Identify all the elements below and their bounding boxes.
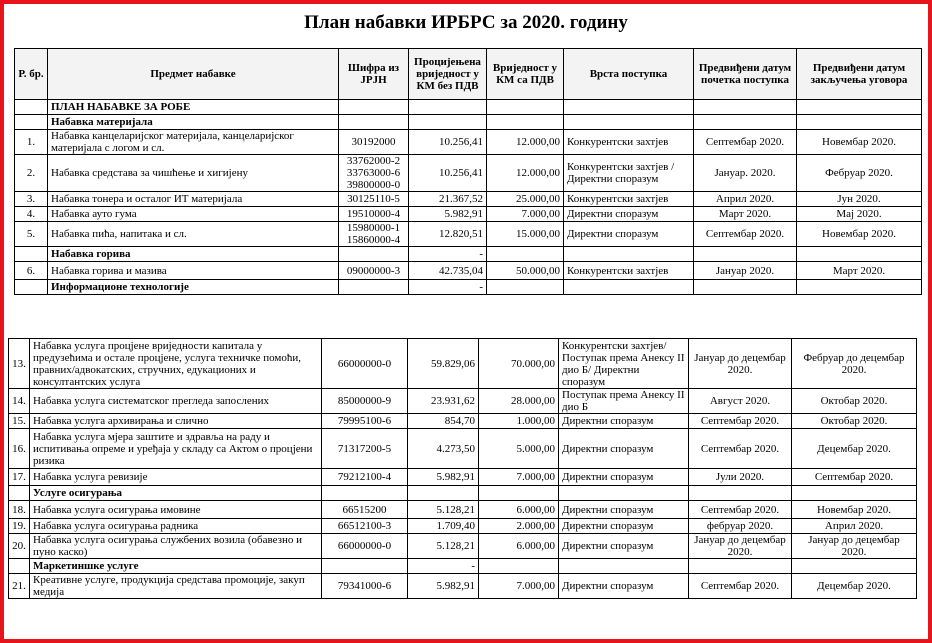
row-code: 79995100-6 [322, 414, 408, 429]
row-start-date: Април 2020. [694, 192, 797, 207]
row-value-gross: 25.000,00 [487, 192, 564, 207]
row-value-net: 10.256,41 [409, 155, 487, 192]
row-end-date: Децембар 2020. [792, 574, 917, 599]
row-procedure: Поступак према Анексу II дио Б [559, 389, 689, 414]
row-number: 19. [9, 519, 30, 534]
row-end-date: Јануар до децембар 2020. [792, 534, 917, 559]
row-end-date: Септембар 2020. [792, 469, 917, 486]
row-end-date: Фебруар 2020. [797, 155, 922, 192]
row-value-gross: 6.000,00 [479, 501, 559, 519]
row-number: 1. [15, 130, 48, 155]
row-code: 85000000-9 [322, 389, 408, 414]
empty-cell [797, 100, 922, 115]
section-label: ПЛАН НАБАВКЕ ЗА РОБЕ [48, 100, 339, 115]
subsection-it [15, 280, 922, 295]
row-start-date: Септембар 2020. [689, 429, 792, 469]
row-value-net: 1.709,40 [408, 519, 479, 534]
row-end-date: Новембар 2020. [797, 130, 922, 155]
row-subject: Набавка средстава за чишћење и хигијену [48, 155, 339, 192]
row-value-net: 5.982,91 [408, 574, 479, 599]
empty-cell [339, 280, 409, 295]
row-start-date: фебруар 2020. [689, 519, 792, 534]
empty-cell [9, 486, 30, 501]
row-start-date: Јули 2020. [689, 469, 792, 486]
row-end-date: Децембар 2020. [792, 429, 917, 469]
header-subject: Предмет набавке [48, 49, 339, 100]
row-number: 3. [15, 192, 48, 207]
table-row [9, 389, 917, 414]
row-code: 79341000-6 [322, 574, 408, 599]
row-code: 09000000-3 [339, 262, 409, 280]
row-number: 4. [15, 207, 48, 222]
row-number: 5. [15, 222, 48, 247]
header-value-gross: Вриједност у КМ са ПДВ [487, 49, 564, 100]
row-subject: Набавка пића, напитака и сл. [48, 222, 339, 247]
row-value-net: 21.367,52 [409, 192, 487, 207]
row-subject: Набавка услуга осигурања имовине [30, 501, 322, 519]
header-value-net: Процијењена вриједност у КМ без ПДВ [409, 49, 487, 100]
row-procedure: Директни споразум [564, 207, 694, 222]
row-end-date: Март 2020. [797, 262, 922, 280]
row-end-date: Новембар 2020. [792, 501, 917, 519]
row-value-gross: 5.000,00 [479, 429, 559, 469]
section-label: Услуге осигурања [30, 486, 322, 501]
row-value-gross: 70.000,00 [479, 339, 559, 389]
table-row [9, 534, 917, 559]
row-value-gross: 15.000,00 [487, 222, 564, 247]
empty-cell [797, 280, 922, 295]
header-code: Шифра из ЈРЈН [339, 49, 409, 100]
row-code: 79212100-4 [322, 469, 408, 486]
row-number: 14. [9, 389, 30, 414]
row-subject: Набавка услуга мјера заштите и здравља на раду и испитивања опреме и уређаја у складу са Актом о процјени ризика [30, 429, 322, 469]
row-subject: Набавка тонера и осталог ИТ материјала [48, 192, 339, 207]
row-end-date: Октобар 2020. [792, 389, 917, 414]
table-row [15, 155, 922, 192]
empty-cell [694, 280, 797, 295]
header-no: Р. бр. [15, 49, 48, 100]
row-procedure: Директни споразум [559, 429, 689, 469]
row-subject: Набавка услуга процјене вриједности капитала у предузећима и остале процјене, услуга техничке помоћи, правних/адвокатских, стручних, едукационих и консултантских услуга [30, 339, 322, 389]
row-value-net: 5.982,91 [409, 207, 487, 222]
section-label: Набавка материјала [48, 115, 339, 130]
row-code: 19510000-4 [339, 207, 409, 222]
row-start-date: Септембар 2020. [689, 414, 792, 429]
section-dash: - [409, 247, 487, 262]
row-procedure: Конкурентски захтјев/ Поступак према Анексу II дио Б/ Директни споразум [559, 339, 689, 389]
row-value-gross: 7.000,00 [479, 574, 559, 599]
row-value-gross: 12.000,00 [487, 130, 564, 155]
table-header-row [15, 49, 922, 100]
row-subject: Набавка услуга систематског прегледа запослених [30, 389, 322, 414]
table-row [9, 574, 917, 599]
empty-cell [564, 100, 694, 115]
table-row [9, 339, 917, 389]
table-row [15, 262, 922, 280]
row-number: 21. [9, 574, 30, 599]
row-end-date: Јун 2020. [797, 192, 922, 207]
row-subject: Набавка горива и мазива [48, 262, 339, 280]
header-end-date: Предвиђени датум закључења уговора [797, 49, 922, 100]
row-number: 20. [9, 534, 30, 559]
empty-cell [322, 486, 408, 501]
subsection-insurance [9, 486, 917, 501]
empty-cell [797, 247, 922, 262]
row-number: 18. [9, 501, 30, 519]
header-procedure: Врста поступка [564, 49, 694, 100]
empty-cell [487, 100, 564, 115]
subsection-marketing [9, 559, 917, 574]
table-row [15, 207, 922, 222]
empty-cell [792, 559, 917, 574]
row-start-date: Септембар 2020. [694, 130, 797, 155]
row-procedure: Конкурентски захтјев [564, 130, 694, 155]
empty-cell [792, 486, 917, 501]
row-code: 30125110-5 [339, 192, 409, 207]
row-end-date: Мај 2020. [797, 207, 922, 222]
row-value-gross: 7.000,00 [479, 469, 559, 486]
empty-cell [339, 115, 409, 130]
row-procedure: Конкурентски захтјев / Директни споразум [564, 155, 694, 192]
row-procedure: Конкурентски захтјев [564, 192, 694, 207]
table-row [15, 222, 922, 247]
empty-cell [322, 559, 408, 574]
row-code: 33762000-2 33763000-6 39800000-0 [339, 155, 409, 192]
table-row [9, 414, 917, 429]
empty-cell [409, 115, 487, 130]
row-subject: Набавка услуга ревизије [30, 469, 322, 486]
row-code: 66515200 [322, 501, 408, 519]
row-value-gross: 12.000,00 [487, 155, 564, 192]
empty-cell [339, 247, 409, 262]
empty-cell [694, 115, 797, 130]
row-value-net: 59.829,06 [408, 339, 479, 389]
row-value-net: 5.128,21 [408, 501, 479, 519]
procurement-table-services [8, 338, 917, 599]
row-value-net: 854,70 [408, 414, 479, 429]
empty-cell [15, 100, 48, 115]
row-procedure: Директни споразум [559, 534, 689, 559]
row-value-net: 5.982,91 [408, 469, 479, 486]
row-start-date: Јануар 2020. [694, 262, 797, 280]
row-value-net: 10.256,41 [409, 130, 487, 155]
row-start-date: Јануар до децембар 2020. [689, 534, 792, 559]
empty-cell [487, 247, 564, 262]
row-subject: Набавка канцеларијског материјала, канцеларијског материјала с логом и сл. [48, 130, 339, 155]
empty-cell [564, 280, 694, 295]
empty-cell [339, 100, 409, 115]
row-code: 30192000 [339, 130, 409, 155]
row-code: 71317200-5 [322, 429, 408, 469]
row-value-net: 12.820,51 [409, 222, 487, 247]
row-procedure: Директни споразум [559, 501, 689, 519]
table-row [9, 429, 917, 469]
header-start-date: Предвиђени датум почетка поступка [694, 49, 797, 100]
empty-cell [694, 247, 797, 262]
empty-cell [564, 247, 694, 262]
row-procedure: Директни споразум [559, 574, 689, 599]
empty-cell [479, 486, 559, 501]
row-number: 15. [9, 414, 30, 429]
empty-cell [409, 100, 487, 115]
row-value-gross: 50.000,00 [487, 262, 564, 280]
row-value-gross: 2.000,00 [479, 519, 559, 534]
subsection-materials [15, 115, 922, 130]
row-start-date: Август 2020. [689, 389, 792, 414]
row-procedure: Директни споразум [559, 469, 689, 486]
row-start-date: Септембар 2020. [689, 574, 792, 599]
section-label: Набавка горива [48, 247, 339, 262]
row-end-date: Фебруар до децембар 2020. [792, 339, 917, 389]
row-number: 13. [9, 339, 30, 389]
empty-cell [689, 486, 792, 501]
row-subject: Набавка услуга осигурања радника [30, 519, 322, 534]
row-procedure: Директни споразум [559, 414, 689, 429]
table-row [15, 192, 922, 207]
row-subject: Креативне услуге, продукција средстава промоције, закуп медија [30, 574, 322, 599]
empty-cell [559, 486, 689, 501]
empty-cell [689, 559, 792, 574]
row-start-date: Јануар. 2020. [694, 155, 797, 192]
row-number: 17. [9, 469, 30, 486]
row-subject: Набавка услуга осигурања службених возила (обавезно и пуно каско) [30, 534, 322, 559]
row-end-date: Октобар 2020. [792, 414, 917, 429]
row-start-date: Март 2020. [694, 207, 797, 222]
table-row [9, 519, 917, 534]
section-dash: - [408, 559, 479, 574]
section-dash: - [409, 280, 487, 295]
row-number: 16. [9, 429, 30, 469]
row-start-date: Септембар 2020. [689, 501, 792, 519]
section-label: Информационе технологије [48, 280, 339, 295]
row-start-date: Септембар 2020. [694, 222, 797, 247]
row-code: 66000000-0 [322, 534, 408, 559]
subsection-fuel [15, 247, 922, 262]
row-number: 6. [15, 262, 48, 280]
empty-cell [15, 247, 48, 262]
row-procedure: Директни споразум [564, 222, 694, 247]
empty-cell [559, 559, 689, 574]
table-row [9, 501, 917, 519]
empty-cell [408, 486, 479, 501]
empty-cell [487, 280, 564, 295]
row-value-net: 23.931,62 [408, 389, 479, 414]
row-end-date: Новембар 2020. [797, 222, 922, 247]
procurement-table-goods [14, 48, 922, 295]
row-end-date: Април 2020. [792, 519, 917, 534]
empty-cell [15, 280, 48, 295]
empty-cell [487, 115, 564, 130]
row-value-net: 4.273,50 [408, 429, 479, 469]
row-procedure: Конкурентски захтјев [564, 262, 694, 280]
empty-cell [479, 559, 559, 574]
row-value-net: 5.128,21 [408, 534, 479, 559]
empty-cell [694, 100, 797, 115]
row-value-gross: 28.000,00 [479, 389, 559, 414]
empty-cell [15, 115, 48, 130]
table-row [15, 130, 922, 155]
row-number: 2. [15, 155, 48, 192]
row-subject: Набавка ауто гума [48, 207, 339, 222]
row-start-date: Јануар до децембар 2020. [689, 339, 792, 389]
row-code: 66512100-3 [322, 519, 408, 534]
section-heading-goods [15, 100, 922, 115]
empty-cell [564, 115, 694, 130]
empty-cell [797, 115, 922, 130]
section-label: Маркетиншке услуге [30, 559, 322, 574]
row-value-net: 42.735,04 [409, 262, 487, 280]
row-value-gross: 6.000,00 [479, 534, 559, 559]
empty-cell [9, 559, 30, 574]
row-procedure: Директни споразум [559, 519, 689, 534]
row-code: 15980000-1 15860000-4 [339, 222, 409, 247]
row-subject: Набавка услуга архивирања и слично [30, 414, 322, 429]
page-title: План набавки ИРБРС за 2020. годину [304, 12, 628, 33]
row-value-gross: 1.000,00 [479, 414, 559, 429]
table-row [9, 469, 917, 486]
row-value-gross: 7.000,00 [487, 207, 564, 222]
row-code: 66000000-0 [322, 339, 408, 389]
